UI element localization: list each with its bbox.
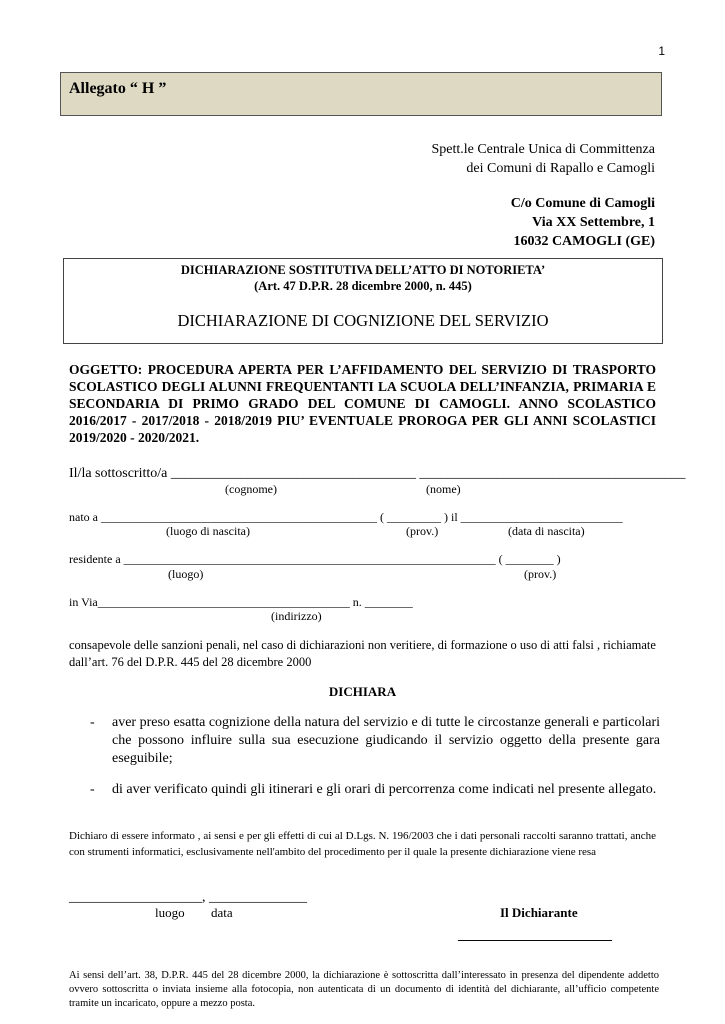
privacy-paragraph: Dichiaro di essere informato , ai sensi e per gli effetti di cui al D.Lgs. N. 196/2003 che i dati personali raccolti saranno trattati, anche con strumenti informatici, esclusivamente nell'ambito del procedimento per il quale la presente dichiarazione viene resa: [69, 830, 656, 858]
address-line-2: dei Comuni di Rapallo e Camogli: [466, 161, 655, 176]
list-item: [90, 714, 660, 770]
title-line-2: (Art. 47 D.P.R. 28 dicembre 2000, n. 445): [254, 279, 472, 293]
list-item: [90, 781, 660, 819]
title-box: [63, 258, 663, 344]
address-line-1: Spett.le Centrale Unica di Committenza: [431, 142, 655, 157]
nato-field[interactable]: nato a ______________________________________________ ( _________ ) il ___________________________: [69, 510, 623, 524]
place-date-field[interactable]: ___________________, ______________: [69, 890, 307, 905]
bullet-text: di aver verificato quindi gli itinerari e gli orari di percorrenza come indicati nel presente allegato.: [112, 782, 657, 797]
bullet-dash: -: [90, 782, 95, 797]
prov-label-1: (prov.): [406, 524, 439, 538]
dichiarante-label: Il Dichiarante: [500, 905, 578, 920]
title-line-1: DICHIARAZIONE SOSTITUTIVA DELL’ATTO DI NOTORIETA’: [180, 263, 546, 277]
via-field[interactable]: in Via__________________________________________ n. ________: [69, 595, 413, 609]
recipient-address: [431, 140, 655, 178]
address-line-3: C/o Comune di Camogli: [510, 196, 655, 211]
prov-label-2: (prov.): [524, 567, 557, 581]
page-number: 1: [658, 44, 665, 58]
recipient-care-of: [511, 194, 655, 251]
residente-field[interactable]: residente a ______________________________________________________________ ( ________ ): [69, 552, 561, 566]
bullet-dash: -: [90, 715, 95, 730]
signature-line[interactable]: ______________________: [458, 928, 612, 943]
footer-note: Ai sensi dell’art. 38, D.P.R. 445 del 28 dicembre 2000, la dichiarazione è sottoscritta dall’interessato in presenza del dipendente addetto ovvero sottoscritta o inviata insieme alla fotocopia, non autenticata di un documento di identità del dichiarante, all’ufficio competente tramite un incaricato, oppure a mezzo posta.: [69, 970, 659, 1009]
allegato-label: Allegato “ H ”: [69, 80, 167, 97]
luogo-label: (luogo): [168, 567, 204, 581]
document-title: DICHIARAZIONE DI COGNIZIONE DEL SERVIZIO: [177, 311, 549, 330]
dichiara-heading: DICHIARA: [328, 684, 397, 699]
bullet-text: aver preso esatta cognizione della natura del servizio e di tutte le circostanze generali e particolari che possono influire sulla sua esecuzione giudicando il servizio oggetto della presente gara eseguibile;: [112, 715, 660, 766]
data-nascita-label: (data di nascita): [508, 524, 585, 538]
data-caption: data: [211, 905, 233, 920]
subject-paragraph: OGGETTO: PROCEDURA APERTA PER L’AFFIDAMENTO DEL SERVIZIO DI TRASPORTO SCOLASTICO DEGLI ALUNNI FREQUENTANTI LA SCUOLA DELL’INFANZIA, PRIMARIA E SECONDARIA DI PRIMO GRADO DEL COMUNE DI CAMOGLI. ANNO SCOLASTICO 2016/2017 - 2017/2018 - 2018/2019 PIU’ EVENTUALE PROROGA PER GLI ANNI SCOLASTICI 2019/2020 - 2020/2021.: [69, 362, 656, 445]
nome-label: (nome): [426, 482, 461, 496]
address-line-5: 16032 CAMOGLI (GE): [513, 234, 655, 249]
indirizzo-label: (indirizzo): [271, 609, 322, 623]
luogo-nascita-label: (luogo di nascita): [166, 524, 250, 538]
luogo-caption: luogo: [155, 905, 185, 920]
sottoscritto-field[interactable]: Il/la sottoscritto/a ___________________________________ ______________________________________: [69, 466, 686, 481]
address-line-4: Via XX Settembre, 1: [532, 215, 655, 230]
cognome-label: (cognome): [225, 482, 277, 496]
allegato-header-box: [60, 72, 662, 116]
consapevole-paragraph: consapevole delle sanzioni penali, nel caso di dichiarazioni non veritiere, di formazione o uso di atti falsi , richiamate dall’art. 76 del D.P.R. 445 del 28 dicembre 2000: [69, 638, 656, 669]
